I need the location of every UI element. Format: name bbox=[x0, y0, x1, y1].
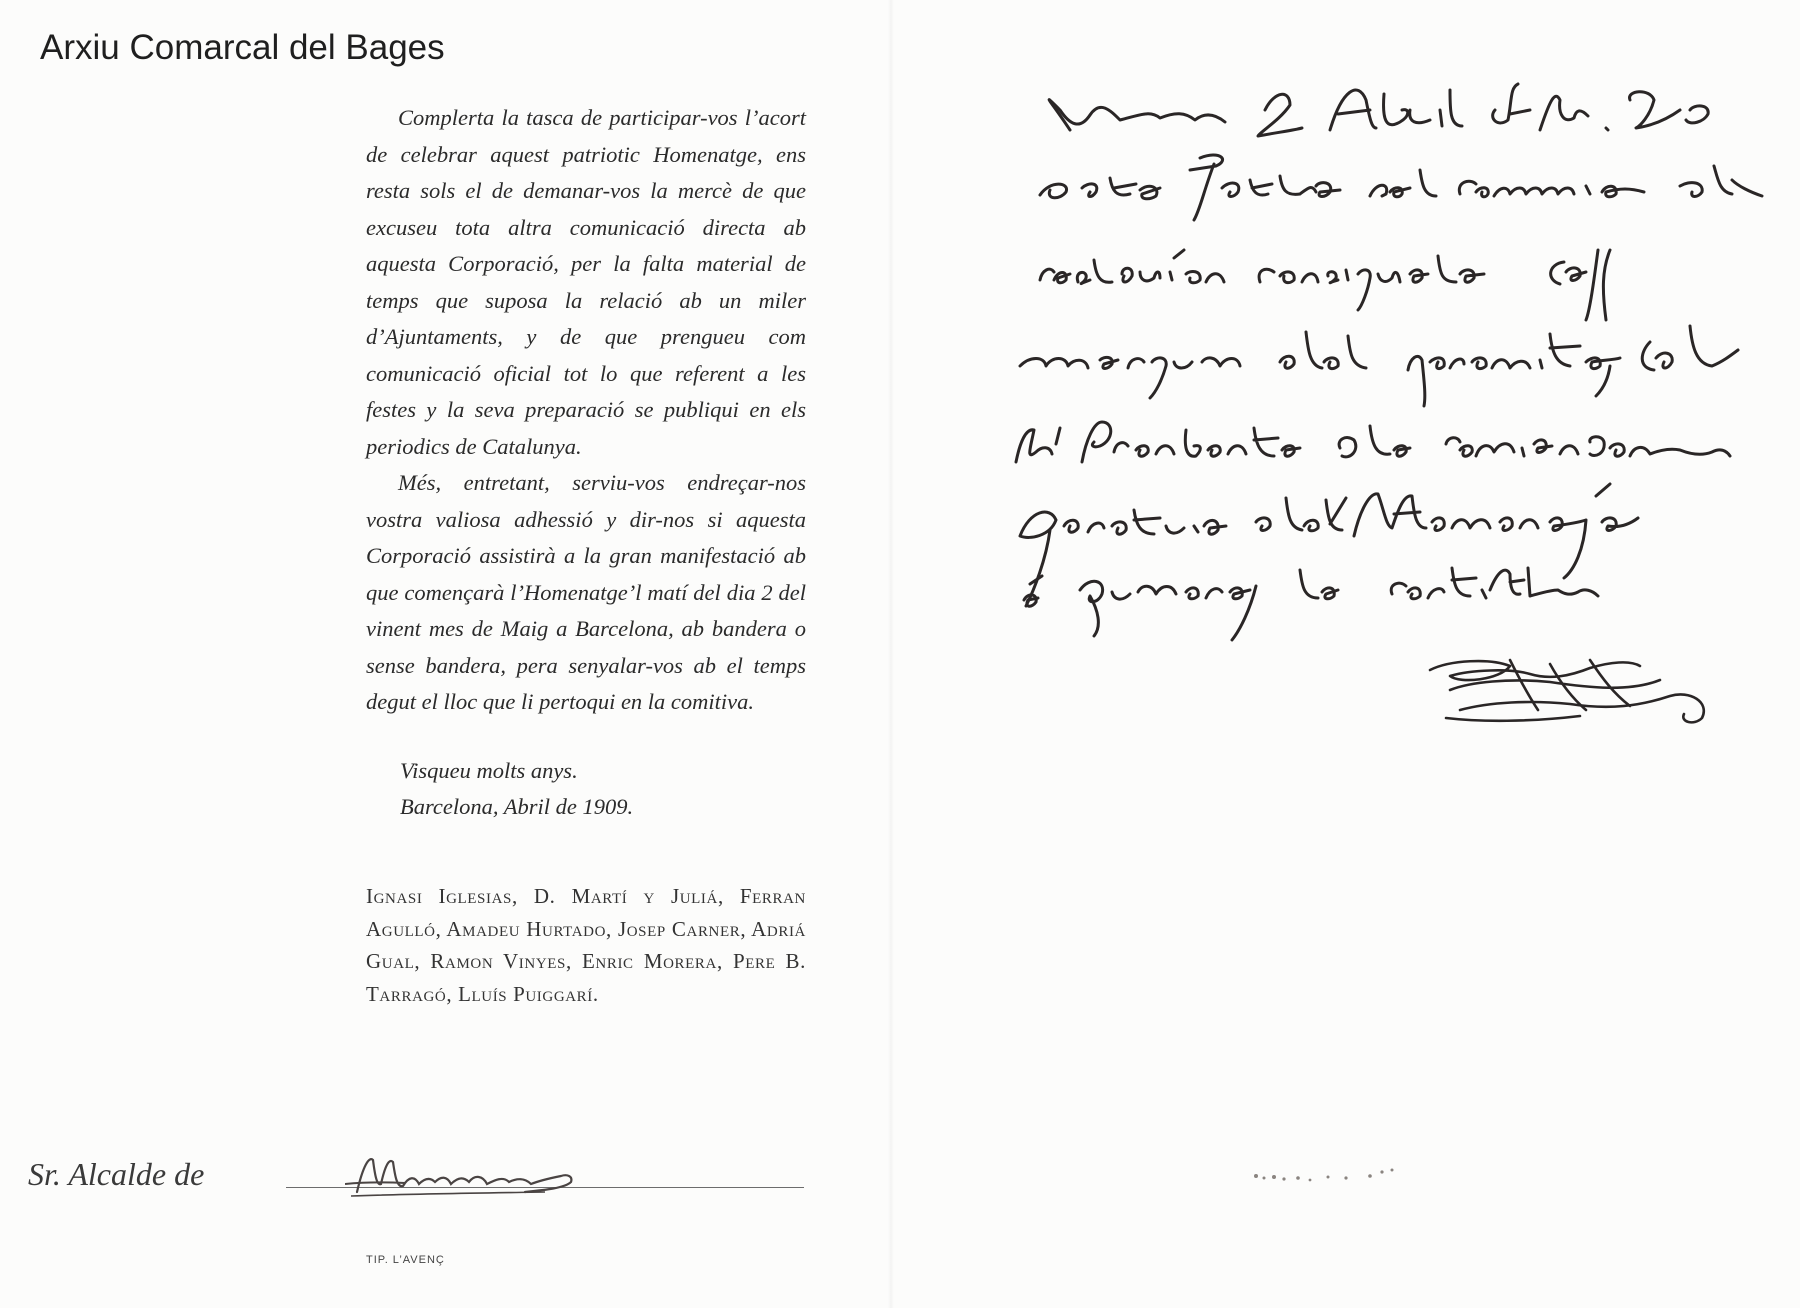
hand-line-3 bbox=[1040, 250, 1224, 284]
hand-line-1 bbox=[1049, 100, 1225, 130]
hand-line-5 bbox=[1016, 428, 1060, 462]
page-fold bbox=[888, 0, 894, 1308]
hand-line-4 bbox=[1020, 357, 1240, 398]
signatories-list: Ignasi Iglesias, D. Martí y Juliá, Ferran Agulló, Amadeu Hurtado, Josep Carner, Adriá Gual, Ramon Vinyes, Enric Morera, Pere B. Tarragó, Lluís Puiggarí. bbox=[366, 884, 806, 1006]
archive-watermark: Arxiu Comarcal del Bages bbox=[40, 28, 445, 67]
hand-line-2 bbox=[1040, 178, 1160, 199]
handwritten-signature bbox=[1430, 660, 1704, 722]
handwritten-resolution-note bbox=[990, 70, 1800, 810]
paper-specks bbox=[1250, 1160, 1430, 1190]
handwritten-city-manresa bbox=[345, 1146, 585, 1206]
letter-body bbox=[366, 100, 806, 721]
printer-imprint: TIP. L’AVENÇ bbox=[366, 1254, 445, 1266]
letter-paragraph-2: Més, entretant, serviu-vos endreçar-nos vostra valiosa adhessió y dir-nos si aquesta Corporació assistirà a la gran manifestació ab que començarà l’Homenatge’l matí del dia 2 del vinent mes de Maig a Barcelona, ab bandera o sense bandera, pera senyalar-vos ab el temps degut el lloc que li pertoqui en la comitiva. bbox=[366, 470, 806, 714]
letter-paragraph-1: Complerta la tasca de participar-vos l’acort de celebrar aquest patriotic Homenatge, ens resta sols el de demanar-vos la mercè de que excuseu tota altra comunicació directa ab aquesta Corporació, per la falta material de temps que suposa la relació ab un miler d’Ajuntaments, y de que prengueu com comunicació oficial tot lo que referent a les festes y la seva preparació se publiqui en els periodics de Catalunya. bbox=[366, 105, 806, 459]
letter-closing: Visqueu molts anys. bbox=[400, 758, 578, 783]
letter-place-date: Barcelona, Abril de 1909. bbox=[400, 794, 634, 819]
addressee-label: Sr. Alcalde de bbox=[28, 1156, 205, 1192]
hand-line-6 bbox=[1020, 510, 1226, 606]
